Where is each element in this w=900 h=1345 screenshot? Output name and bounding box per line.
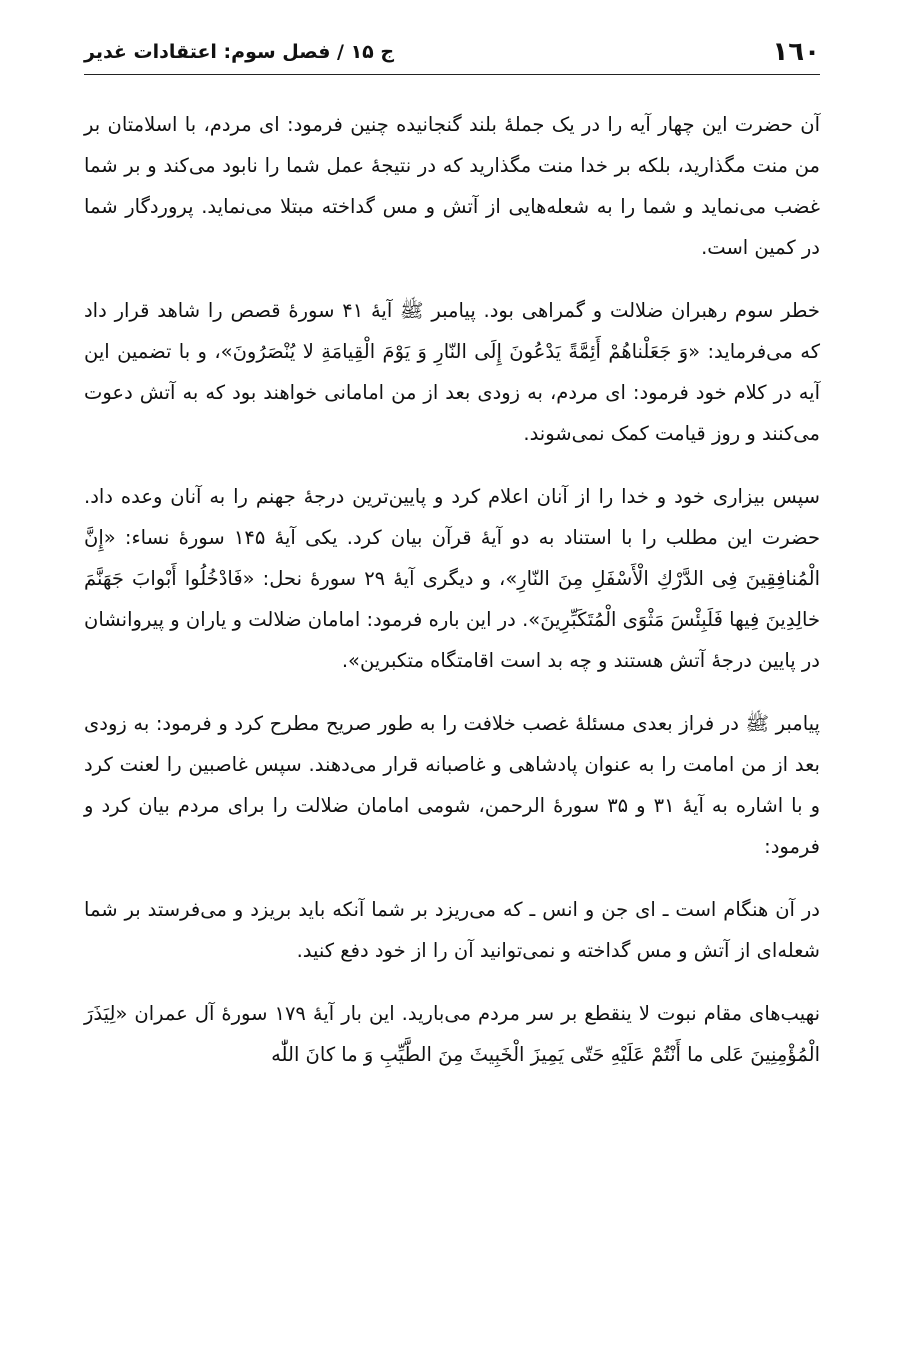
body-text bbox=[84, 104, 820, 1097]
paragraph: آن حضرت اين چهار آيه را در يک جملهٔ بلند گنجانيده چنين فرمود: اى مردم، با اسلامتان بر من منت مگذاريد، بلکه بر خدا منت مگذاريد که در نتيجهٔ عمل شما را نابود مى‌کند و بر شما غضب مى‌نمايد و شما را به شعله‌هايى از آتش و مس گداخته مبتلا مى‌نمايد. پروردگار شما در کمين است. bbox=[84, 113, 820, 259]
running-header-title: ج ١۵ / فصل سوم: اعتقادات غدير bbox=[84, 41, 395, 63]
page-number: ١٦٠ bbox=[772, 37, 820, 67]
paragraph: نهيب‌هاى مقام نبوت لا ينقطع بر سر مردم مى‌باريد. اين بار آيهٔ ١٧٩ سورهٔ آل عمران «لِيَذَرَ الْمُؤْمِنِينَ عَلى ما أَنْتُمْ عَلَيْهِ حَتّى يَمِيزَ الْخَبِيثَ مِنَ الطَّيِّبِ وَ ما كانَ اللّٰه bbox=[84, 1002, 820, 1066]
running-header bbox=[84, 30, 820, 75]
book-page bbox=[84, 0, 820, 1345]
paragraph: سپس بيزارى خود و خدا را از آنان اعلام کرد و پايين‌ترين درجهٔ جهنم را به آنان وعده داد. حضرت اين مطلب را با استناد به دو آيهٔ قرآن بيان کرد. يکى آيهٔ ١۴۵ سورهٔ نساء: «إِنَّ الْمُنافِقِينَ فِى الدَّرْكِ الْأَسْفَلِ مِنَ النّارِ»، و ديگرى آيهٔ ٢٩ سورهٔ نحل: «فَادْخُلُوا أَبْوابَ جَهَنَّمَ خالِدِينَ فِيها فَلَبِئْسَ مَثْوَى الْمُتَكَبِّرِينَ». در اين باره فرمود: امامان ضلالت و ياران و پيروانشان در پايين درجهٔ آتش هستند و چه بد است اقامتگاه متکبرين». bbox=[84, 485, 821, 672]
paragraph: خطر سوم رهبران ضلالت و گمراهى بود. پيامبر ﷺ آيهٔ ۴۱ سورهٔ قصص را شاهد قرار داد که مى‌فرمايد: «وَ جَعَلْناهُمْ أَئِمَّةً يَدْعُونَ إِلَى النّارِ وَ يَوْمَ الْقِيامَةِ لا يُنْصَرُونَ»، و با تضمين اين آيه در کلام خود فرمود: اى مردم، به زودى بعد از من امامانى خواهند بود که به آتش دعوت مى‌کنند و روز قيامت کمک نمى‌شوند. bbox=[84, 299, 820, 445]
paragraph: پيامبر ﷺ در فراز بعدى مسئلهٔ غصب خلافت را به طور صريح مطرح کرد و فرمود: به زودى بعد از من امامت را به عنوان پادشاهى و غاصبانه قرار مى‌دهند. سپس غاصبين را لعنت کرد و با اشاره به آيهٔ ٣١ و ٣۵ سورهٔ الرحمن، شومى امامان ضلالت را براى مردم بيان کرد و فرمود: bbox=[84, 712, 820, 858]
paragraph: در آن هنگام است ـ اى جن و انس ـ که مى‌ريزد بر شما آنکه بايد بريزد و مى‌فرستد بر شما شعله‌اى از آتش و مس گداخته و نمى‌توانيد آن را از خود دفع کنيد. bbox=[84, 898, 820, 962]
